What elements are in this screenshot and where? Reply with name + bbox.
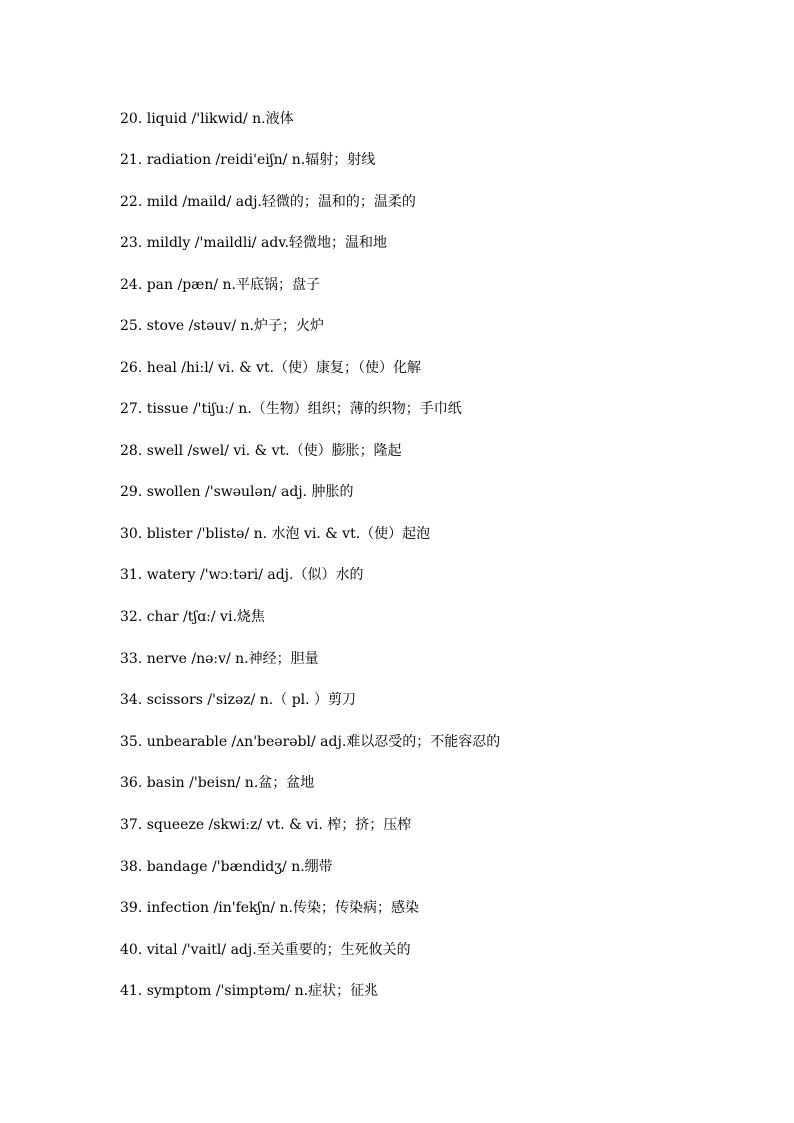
vocab-entry-stove: 25. stove /stəuv/ n.炉子；火炉: [120, 318, 324, 334]
vocab-entry-tissue: 27. tissue /'tiʃuː/ n.（生物）组织；薄的织物；手巾纸: [120, 401, 462, 417]
vocab-entry-pan: 24. pan /pæn/ n.平底锅；盘子: [120, 277, 320, 293]
vocab-entry-swell: 28. swell /swel/ vi. & vt.（使）膨胀；隆起: [120, 443, 402, 459]
vocab-entry-symptom: 41. symptom /'simptəm/ n.症状；征兆: [120, 983, 379, 999]
vocab-entry-char: 32. char /tʃɑː/ vi.烧焦: [120, 609, 265, 625]
vocab-entry-watery: 31. watery /'wɔːtəri/ adj.（似）水的: [120, 567, 364, 583]
vocab-entry-swollen: 29. swollen /'swəulən/ adj. 肿胀的: [120, 484, 354, 500]
vocab-entry-mild: 22. mild /maild/ adj.轻微的；温和的；温柔的: [120, 194, 416, 210]
vocab-entry-liquid: 20. liquid /'likwid/ n.液体: [120, 111, 294, 127]
vocab-entry-bandage: 38. bandage /'bændidʒ/ n.绷带: [120, 859, 333, 875]
vocab-entry-blister: 30. blister /'blistə/ n. 水泡 vi. & vt.（使）起泡: [120, 526, 431, 542]
vocab-entry-scissors: 34. scissors /'sizəz/ n.（ pl. ）剪刀: [120, 692, 357, 708]
vocab-entry-mildly: 23. mildly /'maildli/ adv.轻微地；温和地: [120, 235, 387, 251]
vocab-entry-unbearable: 35. unbearable /ʌn'beərəbl/ adj.难以忍受的；不能容忍的: [120, 734, 501, 750]
vocab-entry-basin: 36. basin /'beisn/ n.盆；盆地: [120, 775, 315, 791]
vocab-entry-infection: 39. infection /in'fekʃn/ n.传染；传染病；感染: [120, 900, 419, 916]
vocab-entry-heal: 26. heal /hiːl/ vi. & vt.（使）康复；（使）化解: [120, 360, 422, 376]
vocab-entry-squeeze: 37. squeeze /skwiːz/ vt. & vi. 榨；挤；压榨: [120, 817, 412, 833]
vocab-entry-radiation: 21. radiation /reidi'eiʃn/ n.辐射；射线: [120, 152, 376, 168]
vocab-entry-vital: 40. vital /'vaitl/ adj.至关重要的；生死攸关的: [120, 942, 411, 958]
vocab-entry-nerve: 33. nerve /nəːv/ n.神经；胆量: [120, 651, 319, 667]
